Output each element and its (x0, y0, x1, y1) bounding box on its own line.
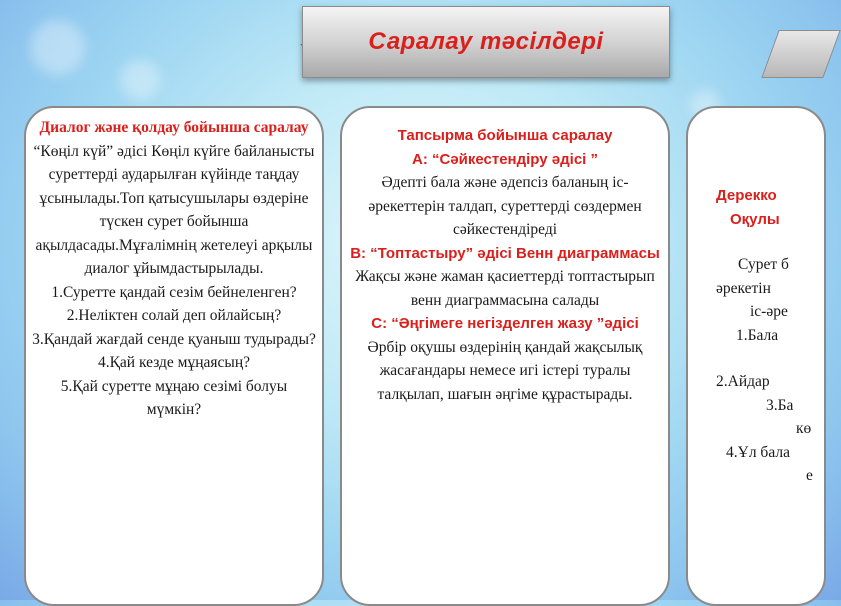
card-3-line-4: 1.Бала (736, 326, 779, 344)
card-1-question-5: 5.Қай суретте мұңаю сезімі болуы мүмкін? (60, 377, 288, 418)
slide-title: Саралау тәсілдері (368, 28, 604, 55)
card-2-method-b-text: Жақсы және жаман қасиеттерді топтастырып венн диаграммасына салады (355, 268, 655, 309)
title-banner (302, 6, 670, 78)
card-2-method-b-title: В: “Топтастыру” әдісі Венн диаграммасы (350, 244, 660, 262)
bokeh-decoration (30, 20, 85, 75)
card-2-method-c-text: Әрбір оқушы өздерінің қандай жақсылық жасағандары немесе игі істері туралы талқылап, шағын әңгіме құрастырады. (367, 338, 643, 403)
card-3-line-2: әрекетін (716, 279, 771, 297)
card-3-line-5 (716, 347, 824, 370)
banner-tail-right (761, 30, 840, 78)
card-task-differentiation (340, 106, 670, 606)
card-1-heading: Диалог және қолдау бойынша саралау (39, 119, 309, 136)
card-2-method-a-text: Әдепті бала және әдепсіз баланың іс-әрекеттерін талдап, суреттерді сөздермен сәйкестендіреді (368, 174, 642, 238)
card-2-method-a-title: А: “Сәйкестендіру әдісі ” (411, 150, 598, 168)
card-1-description: “Көңіл күй” әдісі Көңіл күйге байланысты суреттерді аударылған күйінде таңдау ұсынылады.Топ қатысушылары өздеріне түскен сурет бойынша ақылдасады.Мұғалімнің жетелеуі арқылы диалог ұйымдастырылады. (33, 142, 315, 277)
card-3-line-8: кө (796, 420, 812, 437)
card-1-question-3: 3.Қандай жағдай сенде қуаныш тудырады? (32, 330, 316, 348)
card-3-heading-1: Дерекко (716, 187, 777, 204)
card-3-line-9: 4.Ұл бала (726, 443, 790, 461)
card-2-method-c-title: С: “Әңгімеге негізделген жазу ”әдісі (371, 315, 639, 332)
spacer (716, 231, 824, 253)
card-1-question-1: 1.Суретте қандай сезім бейнеленген? (51, 283, 297, 301)
card-2-heading: Тапсырма бойынша саралау (397, 127, 613, 144)
card-1-question-2: 2.Неліктен солай деп ойлайсың? (66, 307, 282, 324)
card-3-line-10: е (806, 467, 813, 484)
card-dialogue-support (24, 106, 324, 606)
card-sources-cutoff (686, 106, 826, 606)
card-3-heading-2: Оқулы (730, 210, 780, 228)
card-3-line-1: Сурет б (738, 256, 789, 273)
bokeh-decoration (120, 60, 160, 100)
card-3-line-7: 3.Ба (766, 396, 794, 414)
card-1-question-4: 4.Қай кезде мұңаясың? (97, 354, 251, 371)
card-3-line-3: іс-әре (750, 303, 788, 320)
card-3-line-6: 2.Айдар (716, 373, 770, 390)
